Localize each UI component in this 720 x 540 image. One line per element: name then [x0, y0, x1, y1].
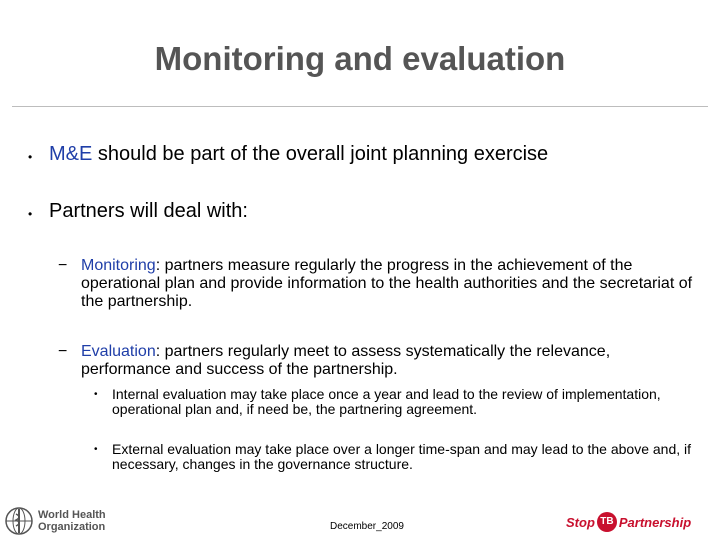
stop-tb-left: Stop: [566, 514, 595, 530]
stop-tb-badge: TB: [597, 512, 617, 532]
who-line1: World Health: [38, 509, 106, 521]
bullet-dot: •: [94, 444, 98, 455]
footer-date: December_2009: [330, 521, 404, 532]
bullet-highlight: M&E: [49, 143, 93, 165]
dash-marker: −: [58, 343, 68, 360]
sub-item-text: : partners measure regularly the progress in the achievement of the operational plan and provide information to the health authorities and the secretariat of the partnership.: [81, 257, 693, 310]
who-emblem-icon: [4, 506, 34, 536]
who-logo: [4, 506, 106, 536]
dash-marker: −: [58, 257, 68, 274]
stop-tb-right: Partnership: [618, 514, 692, 530]
bullet-dot: •: [94, 389, 98, 400]
sub-item-evaluation: [81, 343, 701, 379]
sub-item-highlight: Monitoring: [81, 257, 156, 274]
stop-tb-logo: [566, 512, 691, 532]
bullet-me-planning: [49, 143, 548, 166]
bullet-text: should be part of the overall joint planning exercise: [92, 143, 549, 165]
sub-sub-item-external: External evaluation may take place over a longer time-span and may lead to the above and, if necessary, changes in the governance structure.: [112, 441, 692, 472]
bullet-dot: •: [28, 207, 33, 221]
sub-item-text: : partners regularly meet to assess systematically the relevance, performance and success of the partnership.: [81, 343, 611, 378]
bullet-partners: Partners will deal with:: [49, 200, 248, 222]
slide-title: Monitoring and evaluation: [154, 40, 566, 77]
title-divider: [12, 106, 708, 107]
sub-sub-item-internal: Internal evaluation may take place once a year and lead to the review of implementation, operational plan and, if need be, the partnering agreement.: [112, 386, 661, 417]
bullet-dot: •: [28, 150, 33, 164]
sub-item-monitoring: [81, 257, 701, 311]
who-line2: Organization: [38, 521, 106, 533]
sub-item-highlight: Evaluation: [81, 343, 156, 360]
